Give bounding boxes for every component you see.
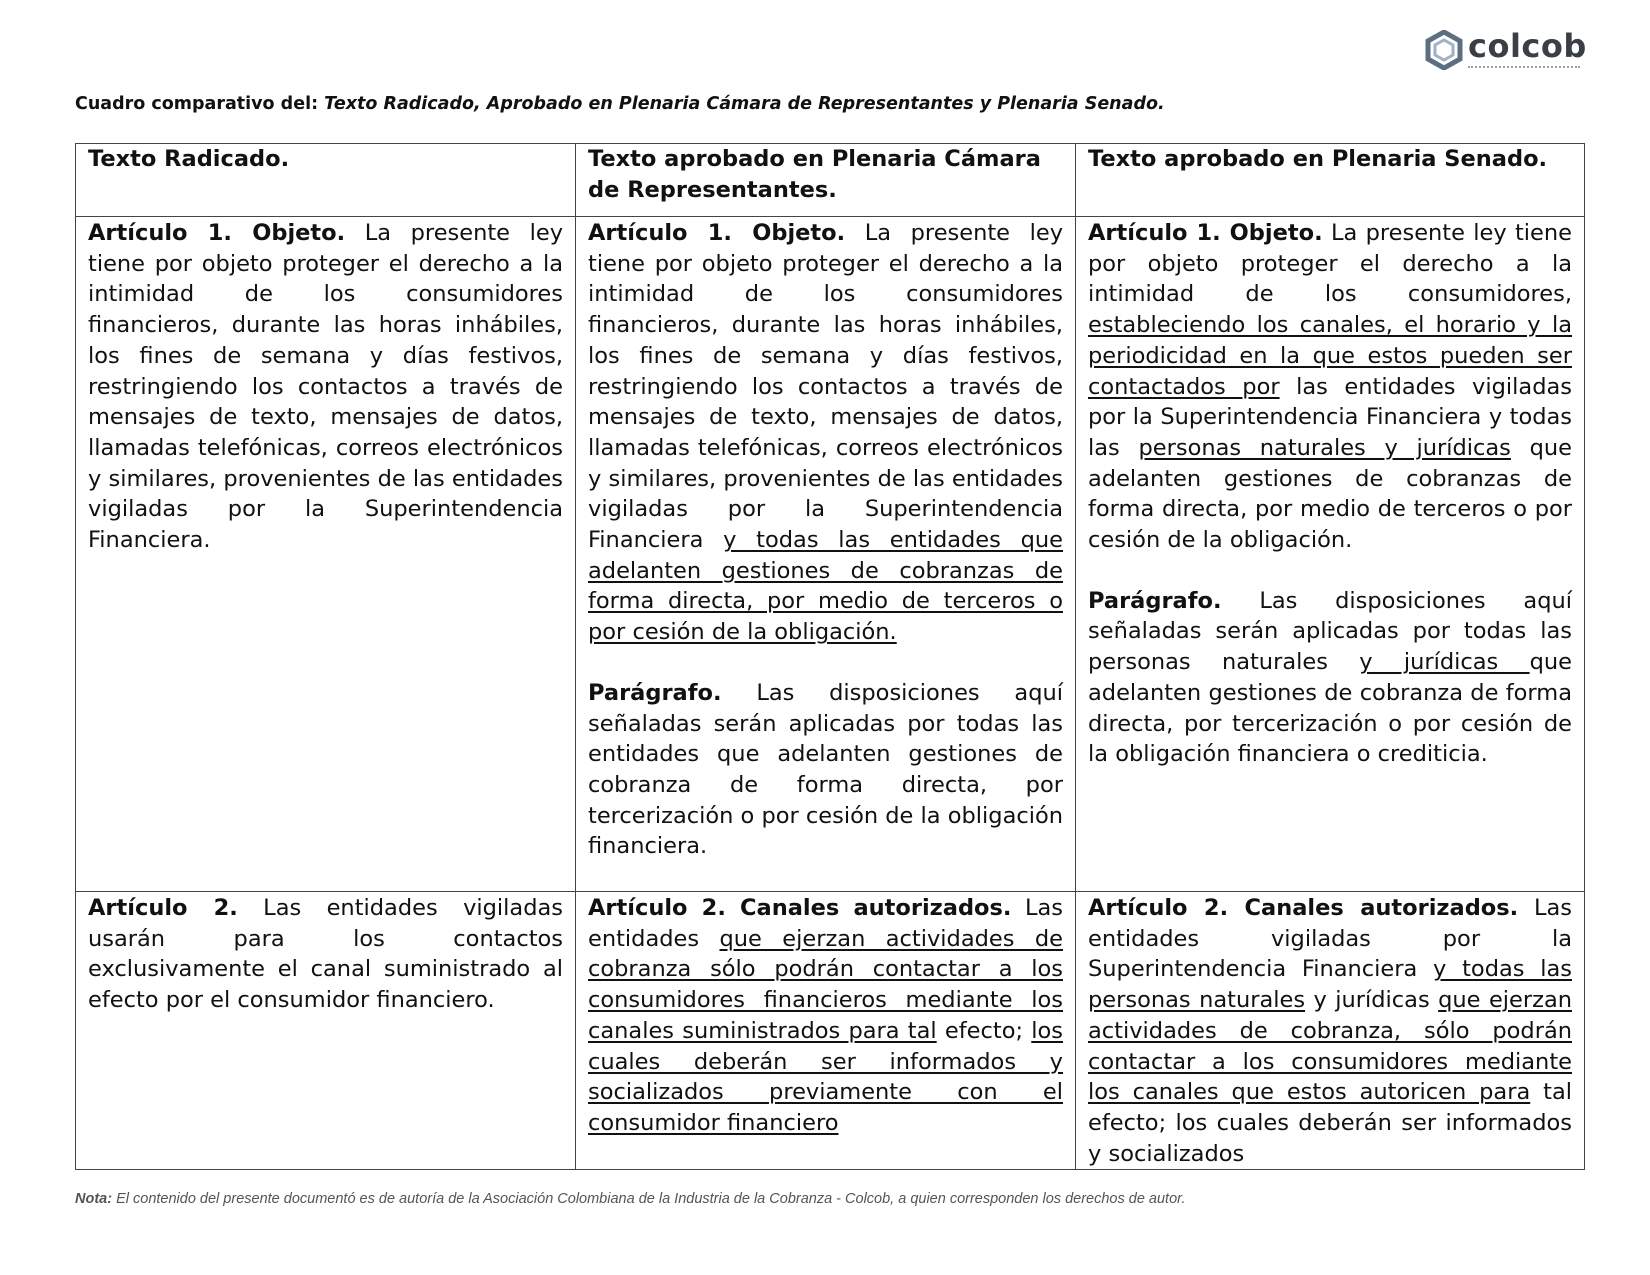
cell-articulo-1-camara (576, 217, 1076, 892)
table-row-articulo-1 (76, 217, 1585, 892)
text-run: las entidades vigiladas por la Superintendencia Financiera y todas las (1088, 373, 1572, 461)
page-heading (75, 94, 1165, 114)
text-run: Las entidades vigiladas usarán para los contactos exclusivamente el canal suministrado al efecto por el consumidor financiero. (88, 895, 563, 1014)
cell-paragraph (1088, 893, 1572, 1169)
bold-run: Artículo 2. Canales autorizados. (1088, 895, 1519, 921)
text-run: que adelanten gestiones de cobranza de forma directa, por tercerización o por cesión de la obligación financiera o crediticia. (1088, 649, 1572, 768)
header-texto-senado: Texto aprobado en Plenaria Senado. (1076, 144, 1585, 217)
text-run: que adelanten gestiones de cobranzas de forma directa, por medio de terceros o por cesión de la obligación. (1088, 434, 1572, 554)
text-run: Las disposiciones aquí señaladas serán aplicadas por todas las entidades que adelanten gestiones de cobranza de forma directa, por tercerización o por cesión de la obligación financiera. (588, 679, 1064, 860)
text-run: tal efecto; los cuales deberán ser informados y socializados (1088, 1079, 1572, 1167)
footnote-text: El contenido del presente documentó es de autoría de la Asociación Colombiana de la Industria de la Cobranza - Colcob, a quien corresponden los derechos de autor. (112, 1191, 1186, 1207)
text-run: Las entidades (588, 895, 1063, 952)
cell-articulo-2-senado (1076, 892, 1585, 1170)
colcob-logo (1424, 27, 1587, 74)
header-texto-camara: Texto aprobado en Plenaria Cámara de Representantes. (576, 144, 1076, 217)
underlined-run: y todas las personas naturales (1088, 956, 1572, 1014)
cell-paragraph (588, 893, 1063, 1139)
cell-articulo-1-senado (1076, 217, 1585, 892)
colcob-logo-icon (1424, 30, 1464, 70)
header-texto-radicado: Texto Radicado. (76, 144, 576, 217)
bold-run: Artículo 1. Objeto. (88, 220, 346, 246)
cell-articulo-2-camara (576, 892, 1076, 1170)
cell-articulo-1-radicado (76, 217, 576, 892)
cell-paragraph (88, 893, 563, 1016)
bold-run: Parágrafo. (588, 679, 722, 706)
cell-paragraph (1088, 218, 1572, 556)
heading-italic: Texto Radicado, Aprobado en Plenaria Cámara de Representantes y Plenaria Senado. (324, 94, 1165, 114)
text-run: efecto; (936, 1017, 1032, 1044)
underlined-run: que ejerzan actividades de cobranza, sólo podrán contactar a los consumidores mediante los canales que estos autoricen para (1088, 987, 1572, 1106)
underlined-run: y todas las entidades que adelanten gestiones de cobranzas de forma directa, por medio de terceros o por cesión de la obligación. (588, 527, 1063, 646)
comparison-table (75, 143, 1585, 1170)
underlined-run: y jurídicas (1359, 649, 1530, 676)
heading-prefix: Cuadro comparativo del: (75, 94, 325, 114)
underlined-run: que ejerzan actividades de cobranza sólo podrán contactar a los consumidores financieros mediante los canales suministrados para tal (588, 925, 1063, 1044)
bold-run: Artículo 2. Canales autorizados. (588, 895, 1012, 921)
logo-wordmark: colcob (1468, 27, 1587, 65)
table-header-row (76, 144, 1585, 217)
footnote-label: Nota: (75, 1191, 113, 1207)
bold-run: Artículo 1. Objeto. (588, 220, 846, 246)
cell-paragraph (588, 678, 1063, 862)
underlined-run: estableciendo los canales, el horario y la periodicidad en la que estos pueden ser contactados por (1088, 312, 1572, 400)
text-run: Las disposiciones aquí señaladas serán aplicadas por todas las personas naturales (1088, 587, 1572, 676)
bold-run: Parágrafo. (1088, 587, 1222, 614)
table-row-articulo-2 (76, 892, 1585, 1170)
underlined-run: personas naturales y jurídicas (1138, 434, 1511, 461)
text-run: La presente ley tiene por objeto proteger el derecho a la intimidad de los consumidores, (1088, 220, 1573, 308)
bold-run: Artículo 2. (88, 895, 238, 921)
text-run: y jurídicas (1305, 987, 1439, 1014)
cell-paragraph (88, 218, 563, 556)
cell-articulo-2-radicado (76, 892, 576, 1170)
text-run: La presente ley tiene por objeto proteger el derecho a la intimidad de los consumidores financieros, durante las horas inhábiles, los fines de semana y días festivos, restringiendo los contactos a través de mensajes de texto, mensajes de datos, llamadas telefónicas, correos electrónicos y similares, provenientes de las entidades vigiladas por la Superintendencia Financiera. (88, 220, 564, 554)
underlined-run: los cuales deberán ser informados y socializados previamente con el consumidor financiero (588, 1017, 1064, 1136)
text-run: Las entidades vigiladas por la Superintendencia Financiera (1088, 895, 1572, 983)
logo-tagline-line (1468, 66, 1580, 70)
cell-paragraph (1088, 586, 1572, 770)
cell-paragraph (588, 218, 1063, 648)
text-run: La presente ley tiene por objeto proteger el derecho a la intimidad de los consumidores financieros, durante las horas inhábiles, los fines de semana y días festivos, restringiendo los contactos a través de mensajes de texto, mensajes de datos, llamadas telefónicas, correos electrónicos y similares, provenientes de las entidades vigiladas por la Superintendencia Financiera (588, 220, 1064, 554)
footnote (75, 1191, 1185, 1207)
bold-run: Artículo 1. Objeto. (1088, 220, 1323, 246)
